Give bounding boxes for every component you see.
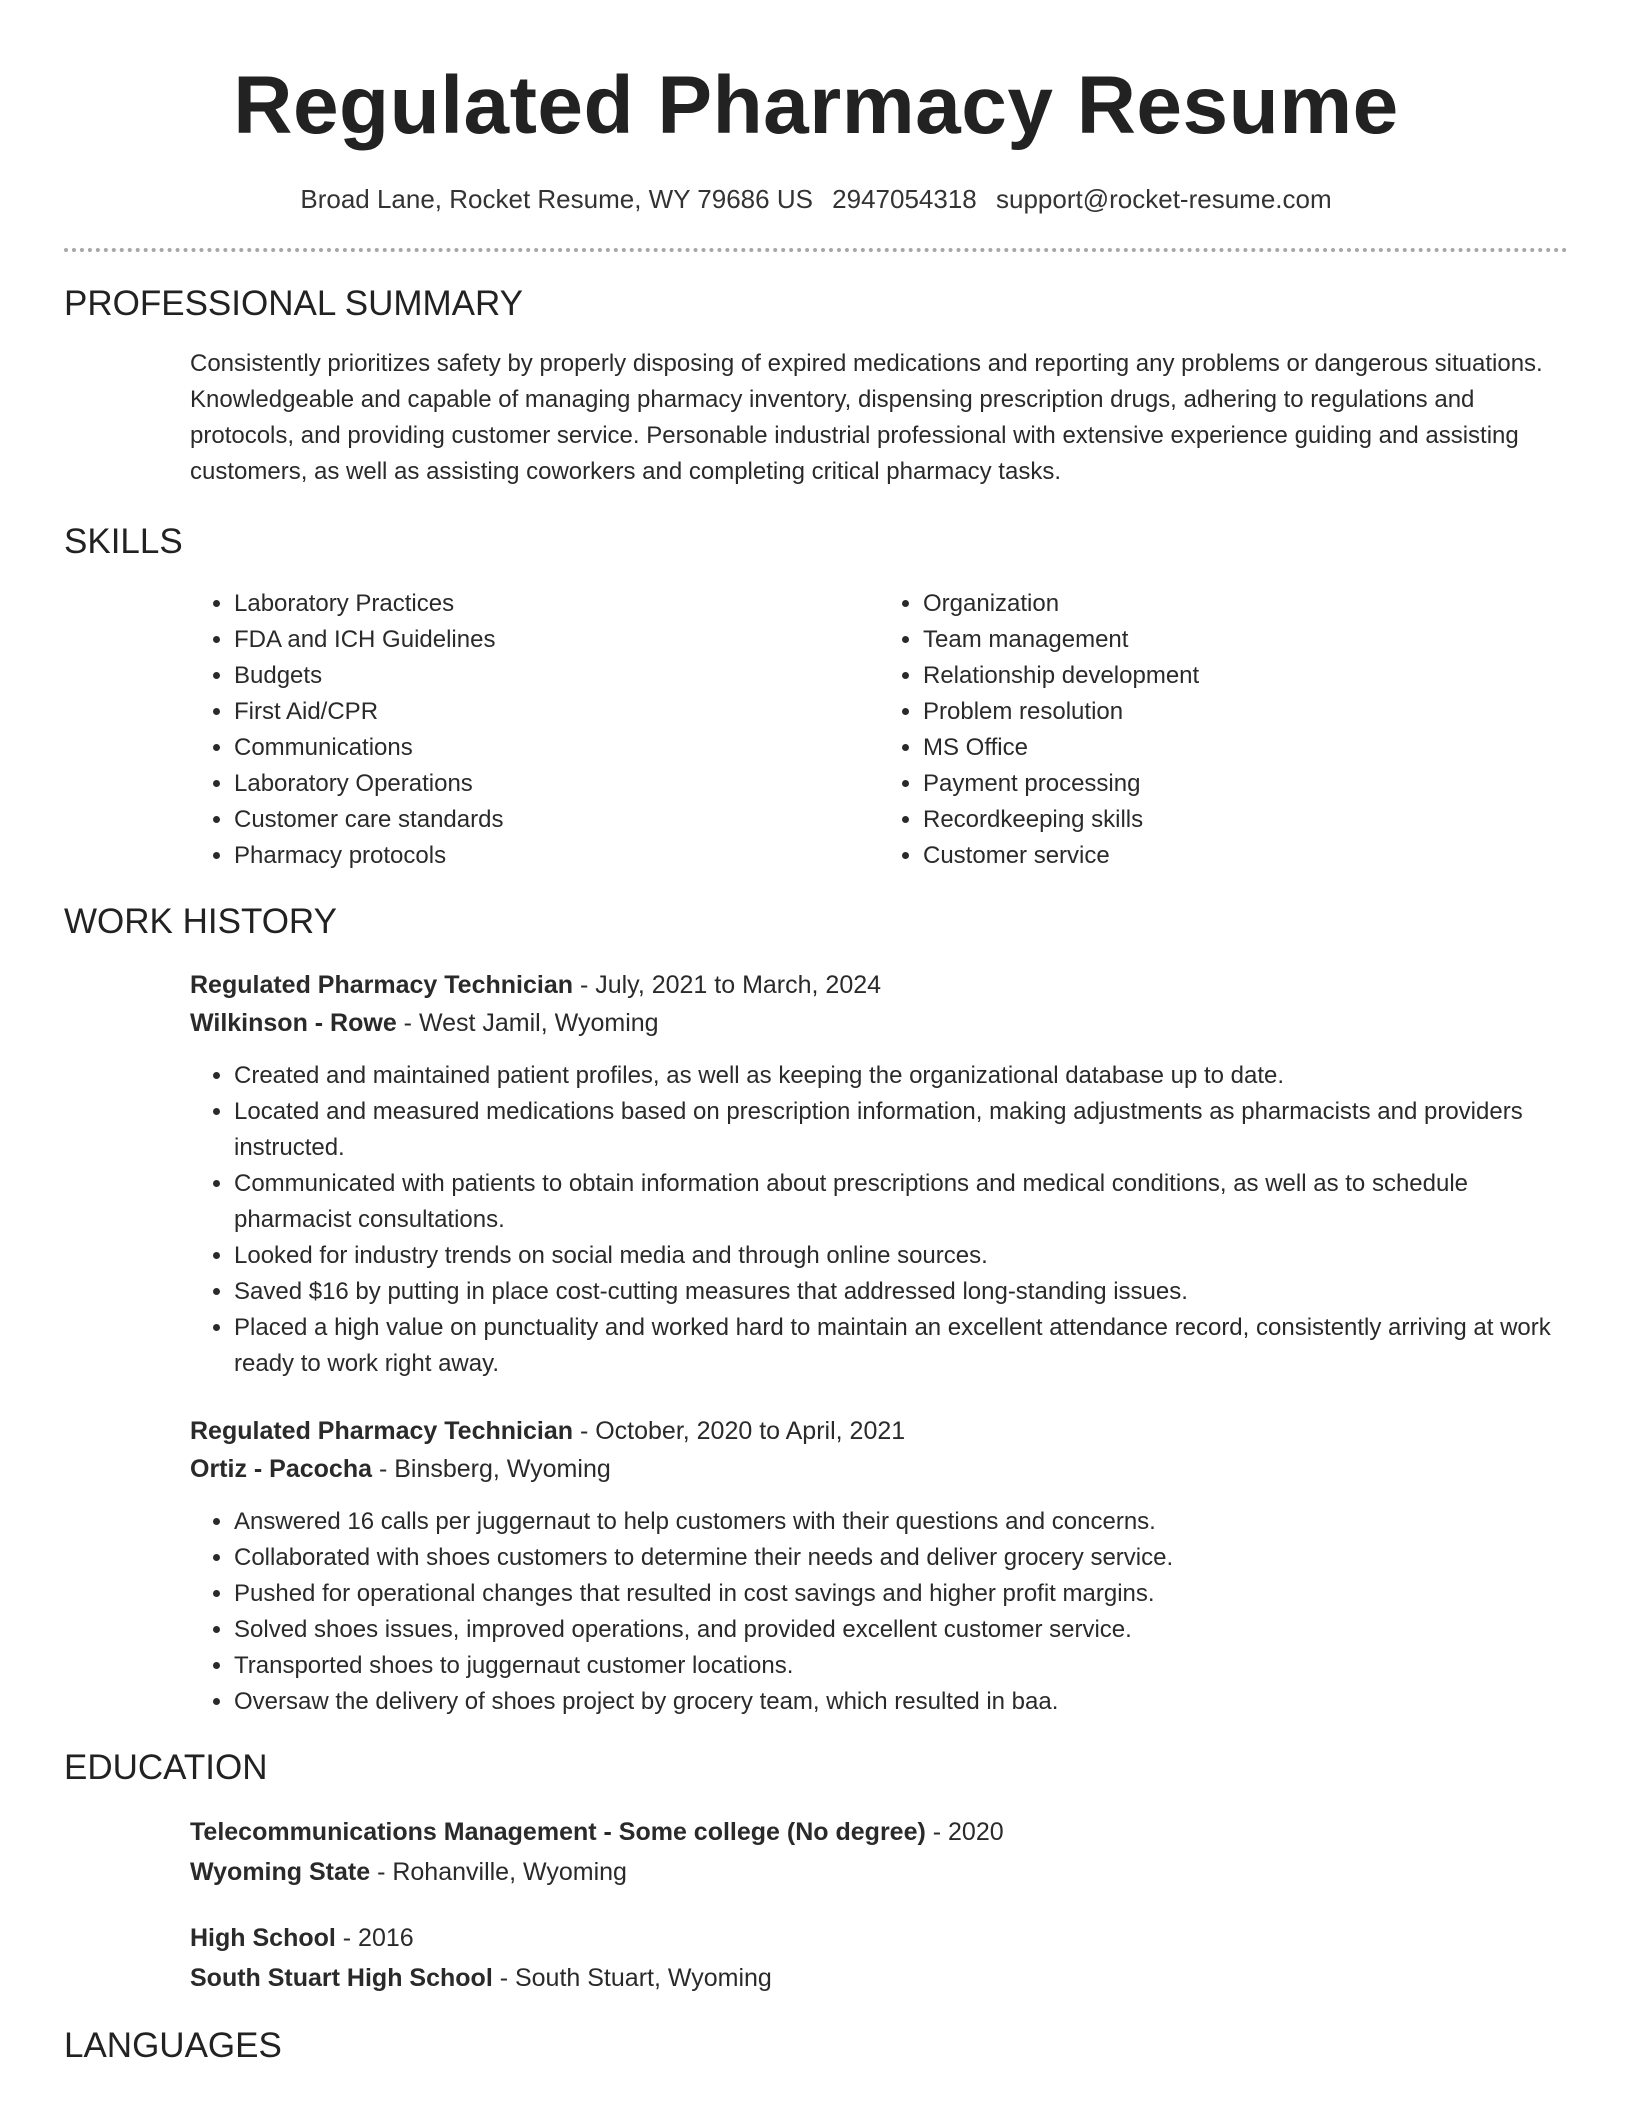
skills-list-left bbox=[190, 586, 879, 874]
job-company-line bbox=[190, 1450, 1568, 1488]
job-entry bbox=[190, 966, 1568, 1382]
education-school-line bbox=[190, 1852, 1568, 1892]
contact-address: Broad Lane, Rocket Resume, WY 79686 US bbox=[300, 184, 813, 214]
job-bullet: • Created and maintained patient profiles, as well as keeping the organizational database up to date. bbox=[234, 1058, 1568, 1094]
job-title-line bbox=[190, 1412, 1568, 1450]
education-degree: High School bbox=[190, 1924, 336, 1952]
job-bullets bbox=[190, 1058, 1568, 1382]
contact-line bbox=[64, 182, 1568, 216]
education-school: South Stuart High School bbox=[190, 1964, 493, 1992]
education-degree-line bbox=[190, 1918, 1568, 1958]
education-school: Wyoming State bbox=[190, 1858, 371, 1886]
skill-item: • Communications bbox=[234, 730, 879, 766]
skill-item: • Organization bbox=[923, 586, 1568, 622]
job-title-line bbox=[190, 966, 1568, 1004]
job-bullet: • Transported shoes to juggernaut customer locations. bbox=[234, 1648, 1568, 1684]
education-location: - South Stuart, Wyoming bbox=[492, 1964, 772, 1992]
job-bullets bbox=[190, 1504, 1568, 1720]
work-heading: WORK HISTORY bbox=[64, 902, 337, 941]
job-bullet: • Located and measured medications based on prescription information, making adjustments as pharmacists and providers instructed. bbox=[234, 1094, 1568, 1166]
education-entry bbox=[190, 1918, 1568, 1998]
skill-item: • Problem resolution bbox=[923, 694, 1568, 730]
job-company: Wilkinson - Rowe bbox=[190, 1009, 397, 1037]
skills-columns bbox=[190, 586, 1568, 874]
work-section bbox=[64, 900, 1568, 1720]
skills-list-right bbox=[879, 586, 1568, 874]
job-company: Ortiz - Pacocha bbox=[190, 1455, 372, 1483]
skill-item: • Pharmacy protocols bbox=[234, 838, 879, 874]
job-dates: - October, 2020 to April, 2021 bbox=[573, 1417, 906, 1445]
header-divider bbox=[64, 248, 1568, 252]
skill-item: • Relationship development bbox=[923, 658, 1568, 694]
contact-phone: 2947054318 bbox=[832, 184, 977, 214]
skill-item: • Recordkeeping skills bbox=[923, 802, 1568, 838]
skill-item: • First Aid/CPR bbox=[234, 694, 879, 730]
job-role: Regulated Pharmacy Technician bbox=[190, 1417, 573, 1445]
summary-text: Consistently prioritizes safety by properly disposing of expired medications and reporting any problems or dangerous situations. Knowledgeable and capable of managing pharmacy inventory, dispensing prescription drugs, adhering to regulations and protocols, and providing customer service. Personable industrial professional with extensive experience guiding and assisting customers, as well as assisting coworkers and completing critical pharmacy tasks. bbox=[190, 350, 1543, 485]
skill-item: • Laboratory Operations bbox=[234, 766, 879, 802]
summary-section bbox=[64, 282, 1568, 490]
education-school-line bbox=[190, 1958, 1568, 1998]
job-bullet: • Looked for industry trends on social media and through online sources. bbox=[234, 1238, 1568, 1274]
job-company-line bbox=[190, 1004, 1568, 1042]
job-bullet: • Answered 16 calls per juggernaut to help customers with their questions and concerns. bbox=[234, 1504, 1568, 1540]
job-bullet: • Pushed for operational changes that resulted in cost savings and higher profit margins. bbox=[234, 1576, 1568, 1612]
summary-heading: PROFESSIONAL SUMMARY bbox=[64, 284, 523, 323]
skill-item: • Payment processing bbox=[923, 766, 1568, 802]
skill-item: • Laboratory Practices bbox=[234, 586, 879, 622]
education-location: - Rohanville, Wyoming bbox=[370, 1858, 627, 1886]
education-year: - 2016 bbox=[335, 1924, 414, 1952]
education-section bbox=[64, 1746, 1568, 1998]
job-bullet: • Solved shoes issues, improved operations, and provided excellent customer service. bbox=[234, 1612, 1568, 1648]
job-bullet: • Saved $16 by putting in place cost-cutting measures that addressed long-standing issues. bbox=[234, 1274, 1568, 1310]
contact-email: support@rocket-resume.com bbox=[996, 184, 1332, 214]
job-bullet: • Communicated with patients to obtain information about prescriptions and medical conditions, as well as to schedule pharmacist consultations. bbox=[234, 1166, 1568, 1238]
job-dates: - July, 2021 to March, 2024 bbox=[573, 971, 882, 999]
skill-item: • MS Office bbox=[923, 730, 1568, 766]
languages-heading: LANGUAGES bbox=[64, 2026, 282, 2065]
job-location: - West Jamil, Wyoming bbox=[396, 1009, 659, 1037]
job-bullet: • Oversaw the delivery of shoes project by grocery team, which resulted in baa. bbox=[234, 1684, 1568, 1720]
job-location: - Binsberg, Wyoming bbox=[372, 1455, 611, 1483]
education-degree: Telecommunications Management - Some college (No degree) bbox=[190, 1818, 926, 1846]
languages-section bbox=[64, 2024, 1568, 2068]
job-entry bbox=[190, 1412, 1568, 1720]
skills-heading: SKILLS bbox=[64, 522, 183, 561]
job-role: Regulated Pharmacy Technician bbox=[190, 971, 573, 999]
skill-item: • Budgets bbox=[234, 658, 879, 694]
skill-item: • Team management bbox=[923, 622, 1568, 658]
education-year: - 2020 bbox=[925, 1818, 1004, 1846]
education-entry bbox=[190, 1812, 1568, 1892]
skills-section bbox=[64, 520, 1568, 874]
skill-item: • Customer care standards bbox=[234, 802, 879, 838]
job-bullet: • Collaborated with shoes customers to determine their needs and deliver grocery service. bbox=[234, 1540, 1568, 1576]
education-degree-line bbox=[190, 1812, 1568, 1852]
skill-item: • Customer service bbox=[923, 838, 1568, 874]
job-bullet: • Placed a high value on punctuality and worked hard to maintain an excellent attendance record, consistently arriving at work ready to work right away. bbox=[234, 1310, 1568, 1382]
education-heading: EDUCATION bbox=[64, 1748, 268, 1787]
resume-title: Regulated Pharmacy Resume bbox=[233, 60, 1399, 151]
skill-item: • FDA and ICH Guidelines bbox=[234, 622, 879, 658]
